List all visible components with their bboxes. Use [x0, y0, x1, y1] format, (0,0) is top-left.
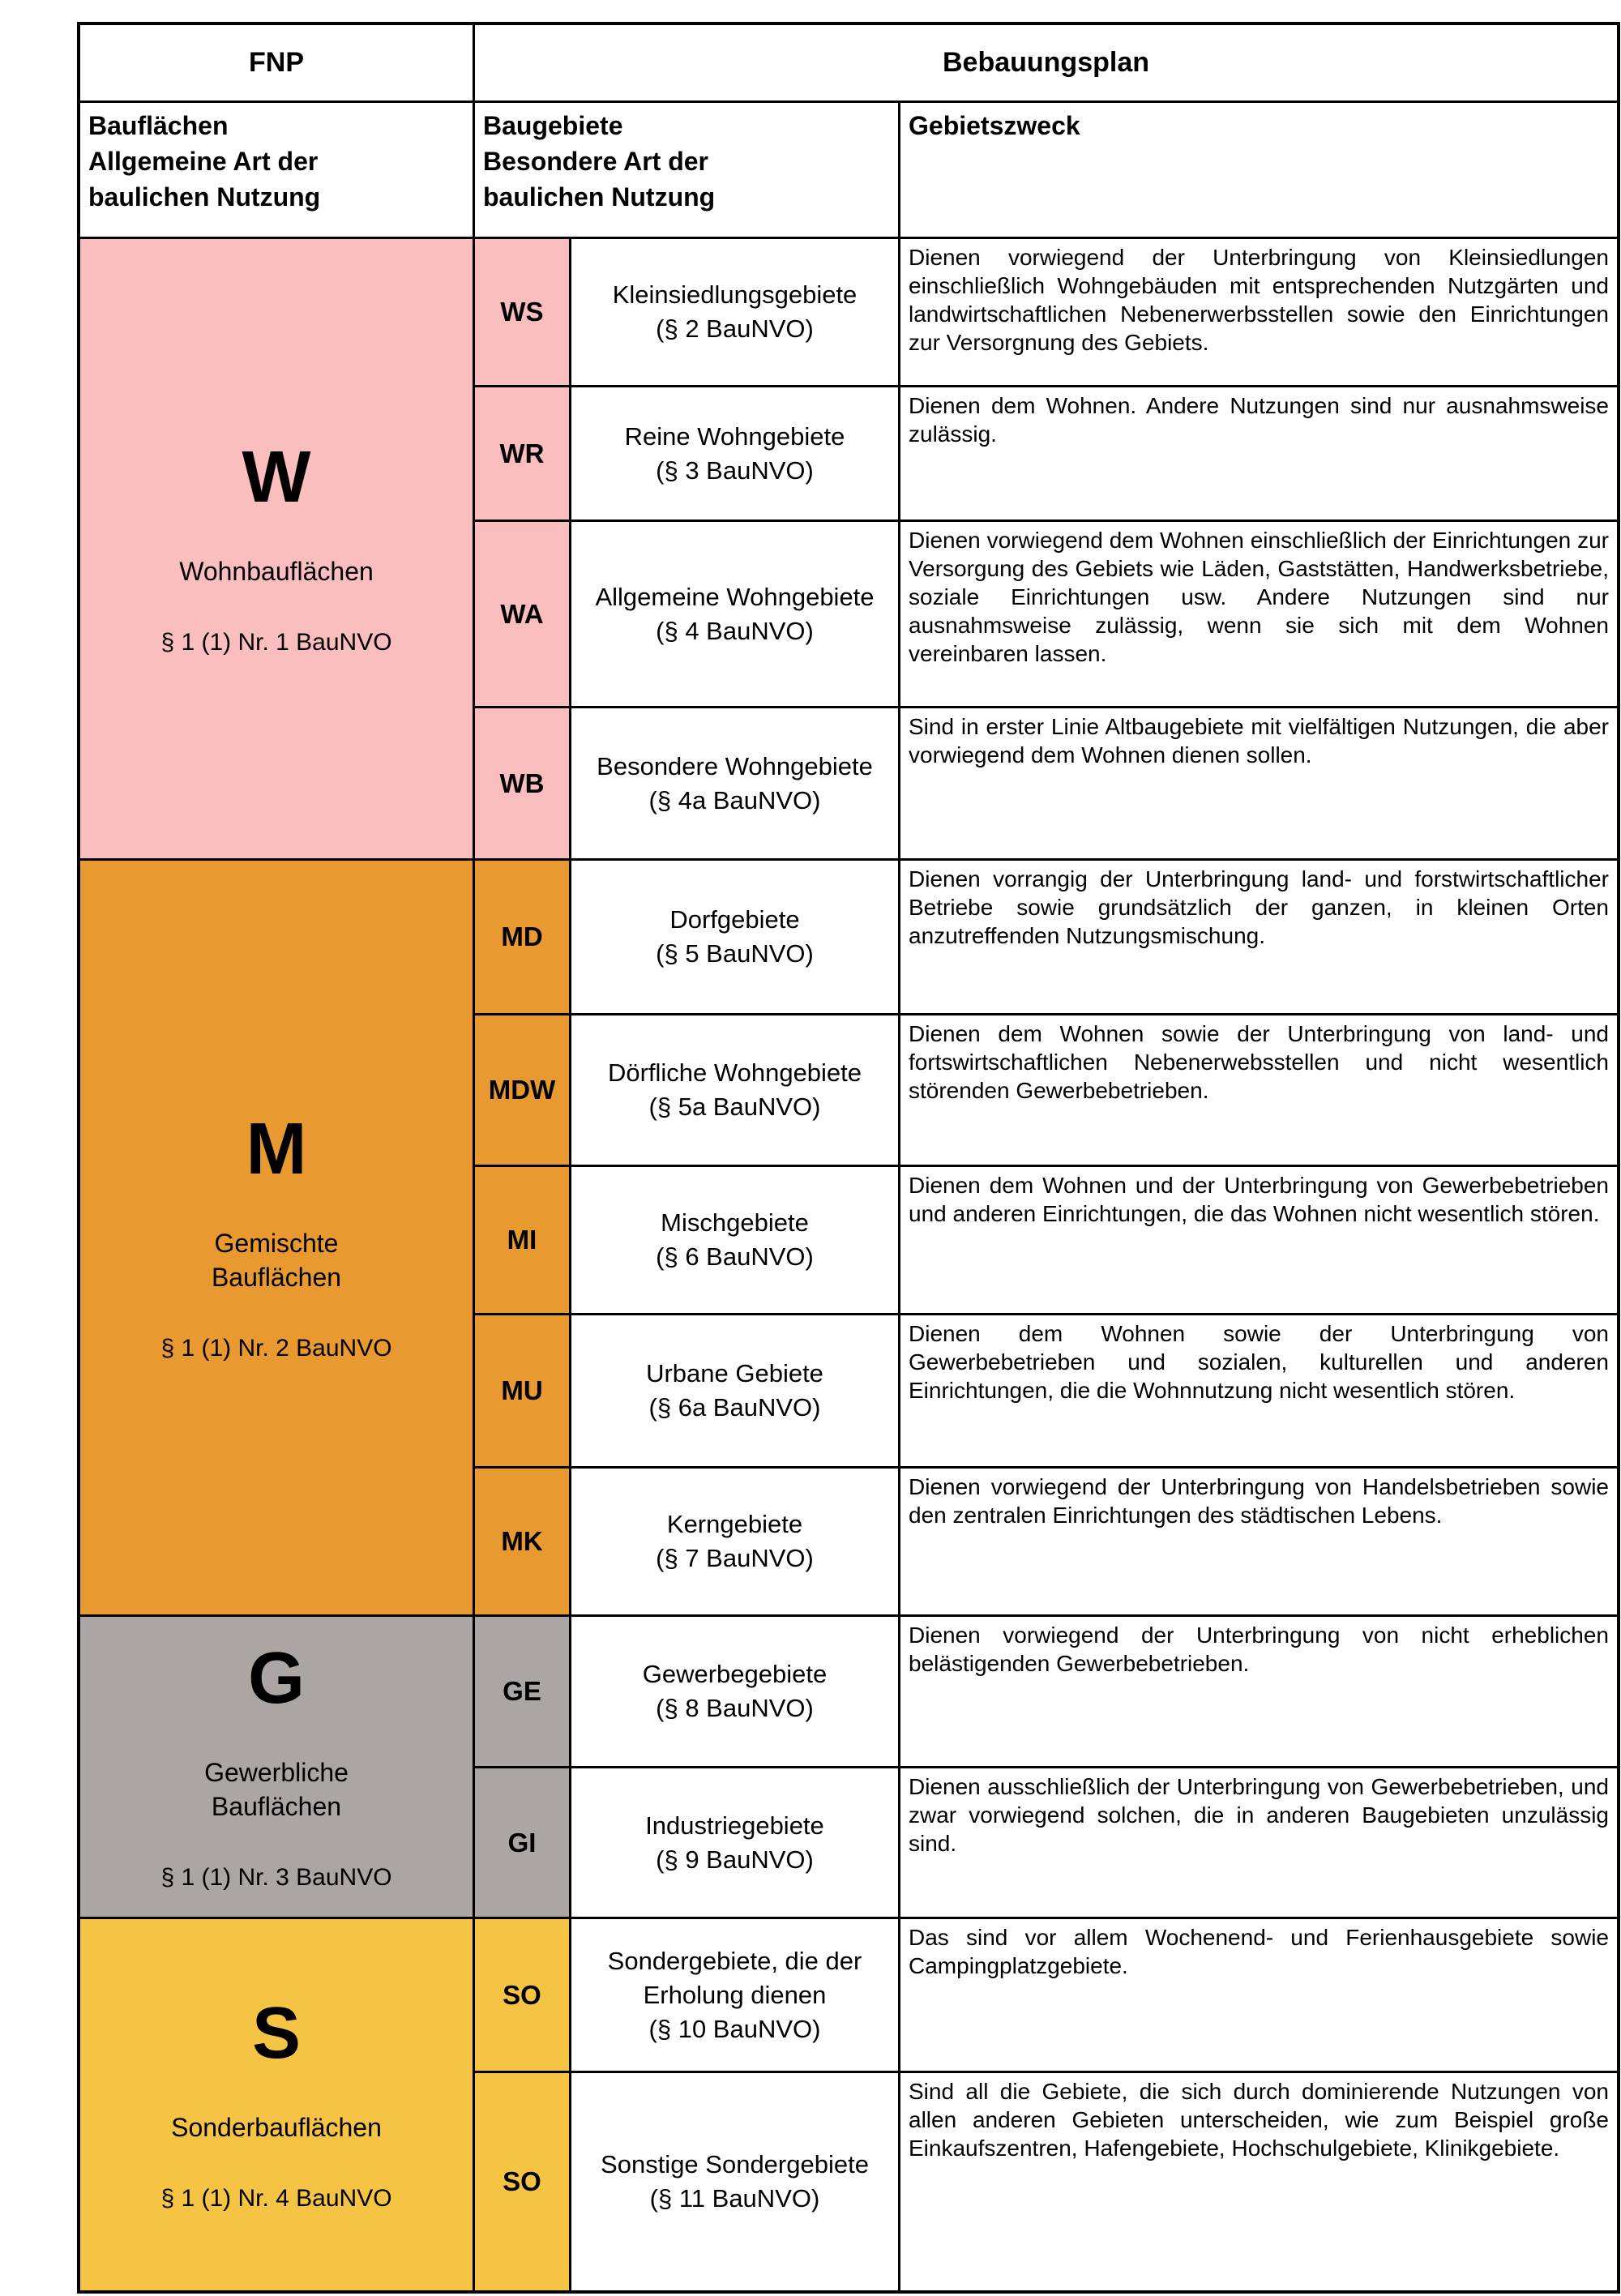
section-s-letter: S — [251, 1993, 302, 2074]
row-ws-code-cell: WS — [475, 239, 569, 385]
row-mu-purpose-cell: Dienen dem Wohnen sowie der Unterbringung von Gewerbebetrieben und sozialen, kulturellen und anderen Einrichtungen, die die Wohnnutzung nicht wesentlich stören. — [900, 1315, 1617, 1466]
baugebiete-column-header: Baugebiete Besondere Art der baulichen Nutzung — [475, 103, 898, 237]
section-m-letter: M — [246, 1109, 307, 1190]
row-wb-purpose-cell: Sind in erster Linie Altbaugebiete mit vielfältigen Nutzungen, die aber vorwiegend dem Wohnen dienen sollen. — [900, 708, 1617, 858]
row-wa-code-cell: WA — [475, 522, 569, 706]
row-mi-code-cell: MI — [475, 1167, 569, 1313]
section-g-ref: § 1 (1) Nr. 3 BauNVO — [160, 1864, 392, 1891]
section-m-cell — [80, 861, 473, 1614]
row-mu-name-cell: Urbane Gebiete (§ 6a BauNVO) — [571, 1315, 898, 1466]
row-wa-purpose-cell: Dienen vorwiegend dem Wohnen einschließlich der Einrichtungen zur Versorgung des Gebiets wie Läden, Gaststätten, Handwerksbetriebe, soziale Einrichtungen usw. Andere Nutzungen sind nur ausnahmsweise zulässig, wenn sie sich mit dem Wohnen vereinbaren lassen. — [900, 522, 1617, 706]
row-ws-purpose-cell: Dienen vorwiegend der Unterbringung von Kleinsiedlungen einschließlich Wohngebäuden mit entsprechenden Nutzgärten und landwirtschaftlichen Nebenerwerbsstellen sowie den Einrichtungen zur Versorgnung des Gebiets. — [900, 239, 1617, 385]
section-g-letter: G — [247, 1638, 305, 1719]
section-w-name: Wohnbauflächen — [179, 557, 374, 586]
row-mdw-name-cell: Dörfliche Wohngebiete (§ 5a BauNVO) — [571, 1015, 898, 1165]
section-s-ref: § 1 (1) Nr. 4 BauNVO — [160, 2185, 392, 2212]
bebauungsplan-header-cell: Bebauungsplan — [475, 25, 1617, 100]
row-mdw-code-cell: MDW — [475, 1015, 569, 1165]
row-mk-purpose-cell: Dienen vorwiegend der Unterbringung von Handelsbetrieben sowie den zentralen Einrichtungen des städtischen Lebens. — [900, 1469, 1617, 1614]
row-md-code-cell: MD — [475, 861, 569, 1013]
section-w-cell — [80, 239, 473, 858]
section-m-name: Gemischte Bauflächen — [211, 1229, 342, 1292]
row-gi-name-cell: Industriegebiete (§ 9 BauNVO) — [571, 1768, 898, 1917]
row-mi-name-cell: Mischgebiete (§ 6 BauNVO) — [571, 1167, 898, 1313]
section-s-name: Sonderbauflächen — [171, 2113, 382, 2142]
zoning-table — [77, 22, 1620, 2294]
fnp-header-cell: FNP — [80, 25, 473, 100]
row-mk-name-cell: Kerngebiete (§ 7 BauNVO) — [571, 1469, 898, 1614]
section-g-cell — [80, 1617, 473, 1917]
section-g-name: Gewerbliche Bauflächen — [204, 1758, 349, 1821]
section-m-ref: § 1 (1) Nr. 2 BauNVO — [160, 1335, 392, 1362]
row-so1-name-cell: Sondergebiete, die der Erholung dienen (§ 10 BauNVO) — [571, 1919, 898, 2071]
row-wr-name-cell: Reine Wohngebiete (§ 3 BauNVO) — [571, 387, 898, 519]
section-s-cell — [80, 1919, 473, 2290]
row-mu-code-cell: MU — [475, 1315, 569, 1466]
row-wa-name-cell: Allgemeine Wohngebiete (§ 4 BauNVO) — [571, 522, 898, 706]
bauflaechen-column-header: Bauflächen Allgemeine Art der baulichen Nutzung — [80, 103, 473, 237]
gebietszweck-column-header: Gebietszweck — [900, 103, 1617, 237]
row-ge-purpose-cell: Dienen vorwiegend der Unterbringung von nicht erheblichen belästigenden Gewerbebetrieben. — [900, 1617, 1617, 1766]
row-gi-code-cell: GI — [475, 1768, 569, 1917]
row-md-name-cell: Dorfgebiete (§ 5 BauNVO) — [571, 861, 898, 1013]
row-wb-name-cell: Besondere Wohngebiete (§ 4a BauNVO) — [571, 708, 898, 858]
row-wr-purpose-cell: Dienen dem Wohnen. Andere Nutzungen sind nur ausnahmsweise zulässig. — [900, 387, 1617, 519]
row-so1-purpose-cell: Das sind vor allem Wochenend- und Ferienhausgebiete sowie Campingplatzgebiete. — [900, 1919, 1617, 2071]
row-mdw-purpose-cell: Dienen dem Wohnen sowie der Unterbringung von land- und fortswirtschaftlichen Nebenerwebsstellen und nicht wesentlich störenden Gewerbebetrieben. — [900, 1015, 1617, 1165]
row-so1-code-cell: SO — [475, 1919, 569, 2071]
section-w-letter: W — [242, 437, 311, 518]
row-mi-purpose-cell: Dienen dem Wohnen und der Unterbringung von Gewerbebetrieben und anderen Einrichtungen, die das Wohnen nicht wesentlich stören. — [900, 1167, 1617, 1313]
row-so2-name-cell: Sonstige Sondergebiete (§ 11 BauNVO) — [571, 2073, 898, 2290]
row-ge-code-cell: GE — [475, 1617, 569, 1766]
row-md-purpose-cell: Dienen vorrangig der Unterbringung land- und forstwirtschaftlicher Betriebe sowie grundsätzlich der ganzen, in kleinen Orten anzutreffenden Nutzungsmischung. — [900, 861, 1617, 1013]
row-so2-purpose-cell: Sind all die Gebiete, die sich durch dominierende Nutzungen von allen anderen Gebieten unterscheiden, wie zum Beispiel große Einkaufszentren, Hafengebiete, Hochschulgebiete, Klinikgebiete. — [900, 2073, 1617, 2290]
row-gi-purpose-cell: Dienen ausschließlich der Unterbringung von Gewerbebetrieben, und zwar vorwiegend solchen, die in anderen Baugebieten unzulässig sind. — [900, 1768, 1617, 1917]
row-so2-code-cell: SO — [475, 2073, 569, 2290]
row-mk-code-cell: MK — [475, 1469, 569, 1614]
row-wr-code-cell: WR — [475, 387, 569, 519]
section-w-ref: § 1 (1) Nr. 1 BauNVO — [160, 629, 392, 656]
row-wb-code-cell: WB — [475, 708, 569, 858]
row-ws-name-cell: Kleinsiedlungsgebiete (§ 2 BauNVO) — [571, 239, 898, 385]
row-ge-name-cell: Gewerbegebiete (§ 8 BauNVO) — [571, 1617, 898, 1766]
